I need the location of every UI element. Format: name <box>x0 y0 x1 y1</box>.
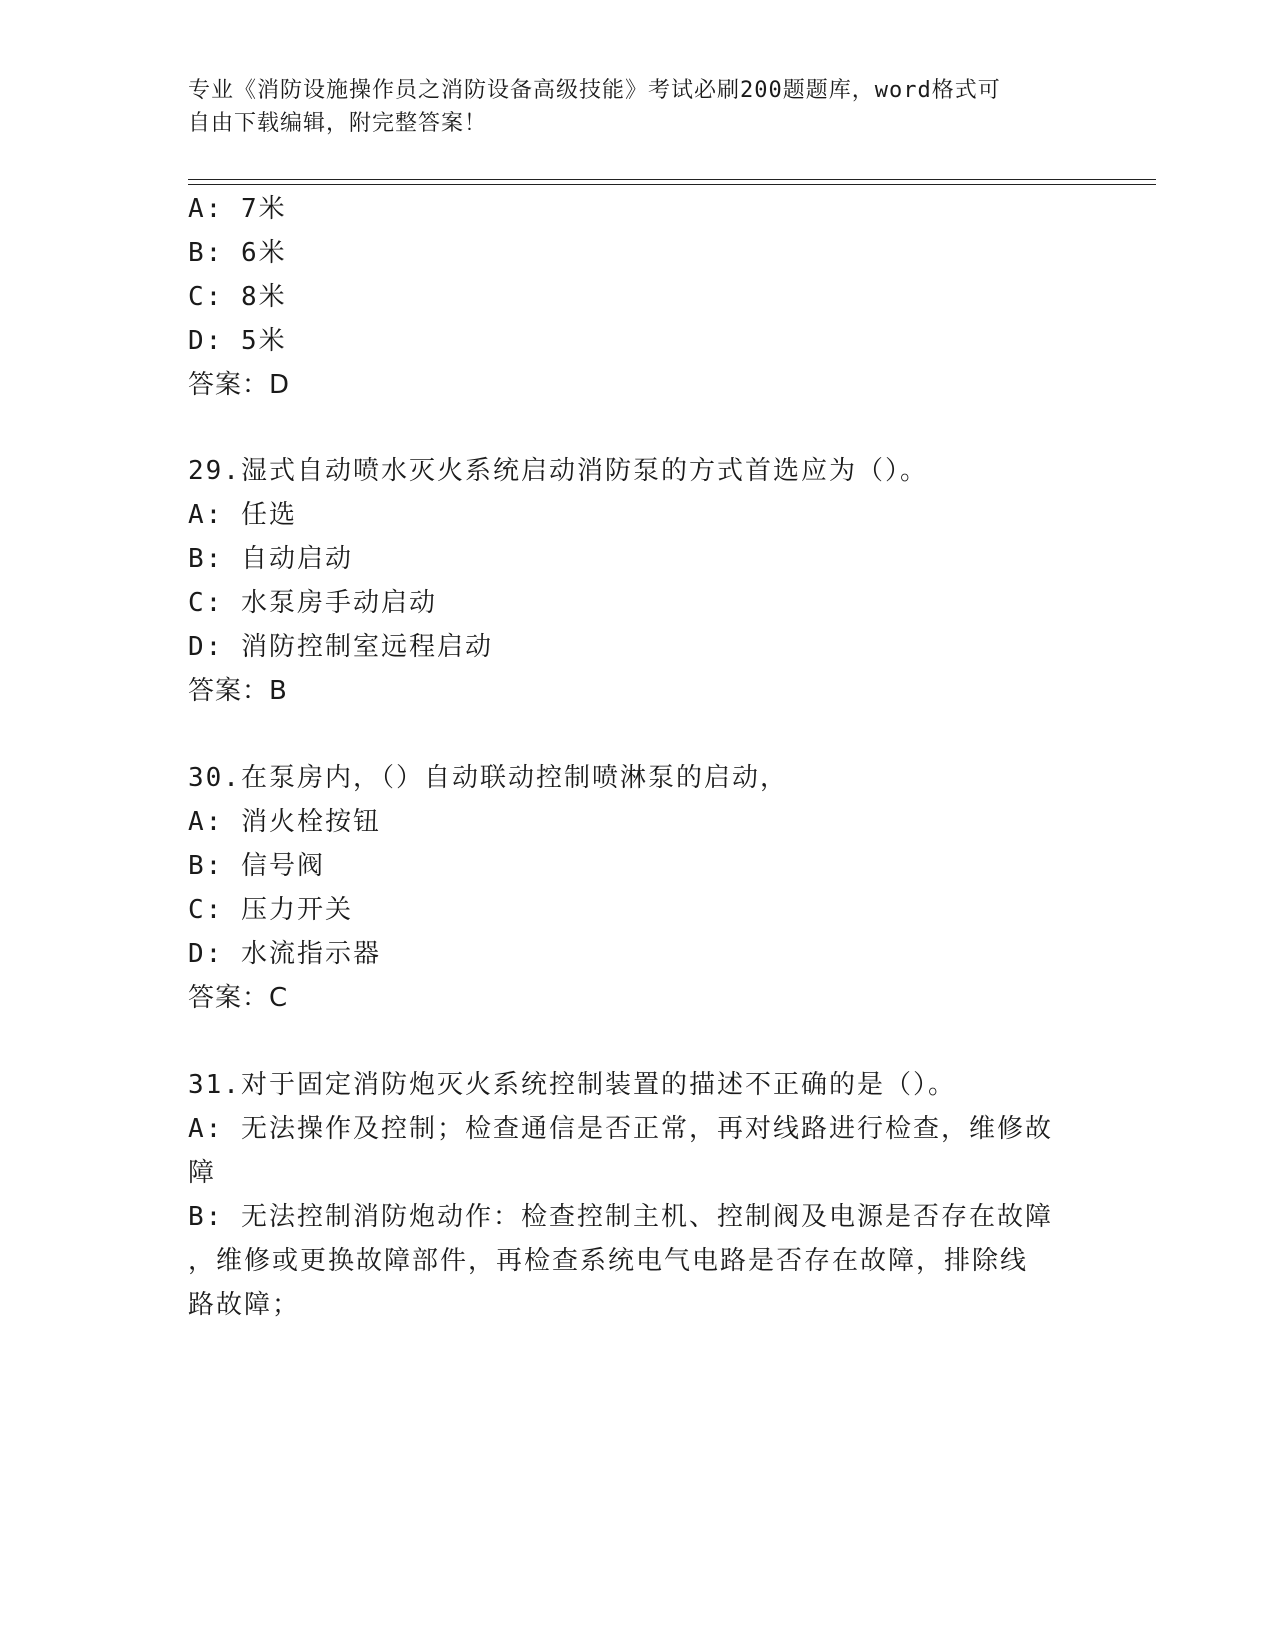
q30-question: 30.在泵房内，（）自动联动控制喷淋泵的启动， <box>188 763 788 793</box>
q28-option-c: C: 8米 <box>188 282 287 312</box>
q31-option-a-line-2: 障 <box>188 1158 217 1188</box>
q30-option-c: C: 压力开关 <box>188 895 353 925</box>
q30-answer: 答案：C <box>188 983 289 1013</box>
q29-option-d: D: 消防控制室远程启动 <box>188 632 493 662</box>
header-line-2: 自由下载编辑，附完整答案！ <box>188 111 488 136</box>
q28-option-a: A: 7米 <box>188 194 287 224</box>
document-header <box>188 74 1068 140</box>
q28-option-d: D: 5米 <box>188 326 287 356</box>
q28-option-b: B: 6米 <box>188 238 287 268</box>
q31-option-a-line-1: A: 无法操作及控制；检查通信是否正常，再对线路进行检查，维修故 <box>188 1114 1053 1144</box>
q30-option-a: A: 消火栓按钮 <box>188 807 381 837</box>
q29-option-b: B: 自动启动 <box>188 544 353 574</box>
header-line-1: 专业《消防设施操作员之消防设备高级技能》考试必刷200题题库，word格式可 <box>188 78 1001 103</box>
q29-answer: 答案：B <box>188 676 288 706</box>
q28-answer: 答案：D <box>188 370 291 400</box>
q31-option-b-line-1: B: 无法控制消防炮动作：检查控制主机、控制阀及电源是否存在故障 <box>188 1202 1053 1232</box>
q29-option-c: C: 水泵房手动启动 <box>188 588 437 618</box>
q29-question: 29.湿式自动喷水灭火系统启动消防泵的方式首选应为（）。 <box>188 456 928 486</box>
q31-question: 31.对于固定消防炮灭火系统控制装置的描述不正确的是（）。 <box>188 1070 956 1100</box>
q30-option-b: B: 信号阀 <box>188 851 325 881</box>
q30-option-d: D: 水流指示器 <box>188 939 381 969</box>
header-divider-bottom <box>188 184 1156 185</box>
q29-option-a: A: 任选 <box>188 500 297 530</box>
header-divider-top <box>188 179 1156 180</box>
q31-option-b-line-2: ，维修或更换故障部件，再检查系统电气电路是否存在故障，排除线 <box>188 1246 1029 1276</box>
q31-option-b-line-3: 路故障； <box>188 1290 301 1320</box>
